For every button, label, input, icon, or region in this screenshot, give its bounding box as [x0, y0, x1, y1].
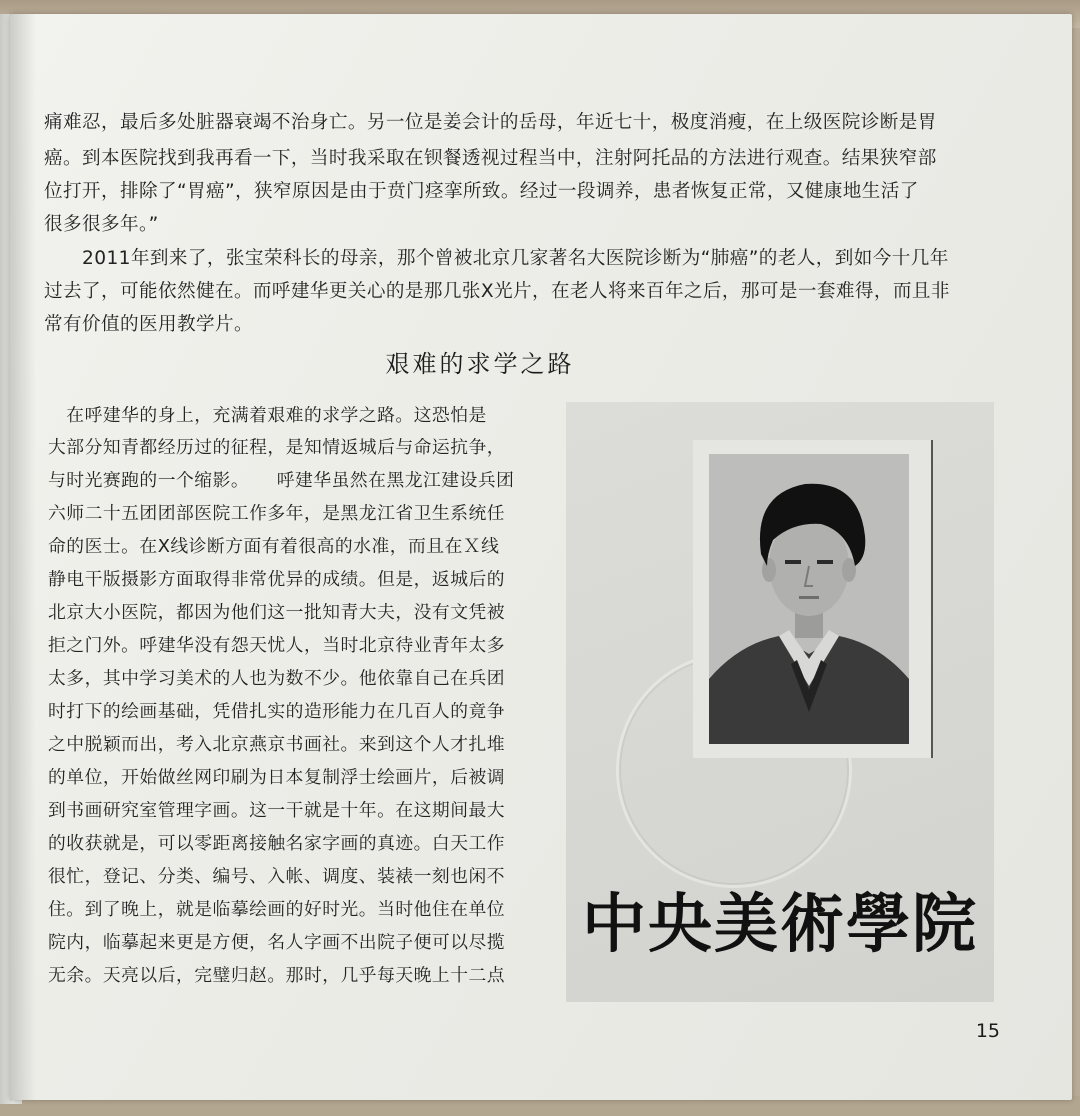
column-line: 与时光赛跑的一个缩影。 呼建华虽然在黑龙江建设兵团	[48, 470, 515, 491]
column-line: 院内，临摹起来更是方便，名人字画不出院子便可以尽揽	[48, 932, 506, 953]
column-line: 之中脱颖而出，考入北京燕京书画社。来到这个人才扎堆	[48, 734, 506, 755]
column-line: 住。到了晚上，就是临摹绘画的好时光。当时他住在单位	[48, 899, 506, 920]
body-line: 常有价值的医用教学片。	[44, 314, 253, 335]
photo-card	[693, 440, 933, 758]
column-line: 太多，其中学习美术的人也为数不少。他依靠自己在兵团	[48, 668, 506, 689]
column-line: 命的医士。在X线诊断方面有着很高的水准，而且在Ｘ线	[48, 536, 500, 557]
portrait-illustration	[709, 454, 909, 744]
column-line: 到书画研究室管理字画。这一干就是十年。在这期间最大	[48, 800, 506, 821]
body-line: 很多很多年。”	[44, 214, 159, 235]
calligraphy-caption: 中央美術學院	[582, 887, 978, 962]
column-line: 六师二十五团团部医院工作多年，是黑龙江省卫生系统任	[48, 503, 506, 524]
body-line: 癌。到本医院找到我再看一下，当时我采取在钡餐透视过程当中，注射阿托品的方法进行观查。结果狭窄部	[44, 148, 937, 169]
body-line: 2011年到来了，张宝荣科长的母亲，那个曾被北京几家著名大医院诊断为“肺癌”的老人，到如今十几年	[44, 248, 949, 269]
portrait-photo	[709, 454, 909, 744]
page-fold-shadow	[10, 14, 36, 1100]
column-line: 的单位，开始做丝网印刷为日本复制浮士绘画片，后被调	[48, 767, 506, 788]
column-line: 的收获就是，可以零距离接触名家字画的真迹。白天工作	[48, 833, 506, 854]
column-line: 时打下的绘画基础，凭借扎实的造形能力在几百人的竟争	[48, 701, 506, 722]
column-line: 无余。天亮以后，完璧归赵。那时，几乎每天晚上十二点	[48, 965, 506, 986]
body-line: 痛难忍，最后多处脏器衰竭不治身亡。另一位是姜会计的岳母，年近七十，极度消瘦，在上级医院诊断是胃	[44, 112, 937, 133]
column-line: 在呼建华的身上，充满着艰难的求学之路。这恐怕是	[48, 405, 487, 426]
page-number: 15	[975, 1020, 1000, 1042]
column-line: 拒之门外。呼建华没有怨天忧人，当时北京待业青年太多	[48, 635, 506, 656]
column-line: 很忙，登记、分类、编号、入帐、调度、装裱一刻也闲不	[48, 866, 506, 887]
body-line: 位打开，排除了“胃癌”，狭窄原因是由于贲门痉挛所致。经过一段调养，患者恢复正常，又健康地生活了	[44, 181, 919, 202]
section-title: 艰难的求学之路	[385, 350, 575, 378]
column-line: 静电干版摄影方面取得非常优异的成绩。但是，返城后的	[48, 569, 506, 590]
body-line: 过去了，可能依然健在。而呼建华更关心的是那几张X光片，在老人将来百年之后，那可是一套难得，而且非	[44, 281, 950, 302]
column-line: 大部分知青都经历过的征程，是知情返城后与命运抗争，	[48, 437, 506, 458]
certificate-photo-panel	[566, 402, 994, 1002]
column-line: 北京大小医院，都因为他们这一批知青大夫，没有文凭被	[48, 602, 506, 623]
